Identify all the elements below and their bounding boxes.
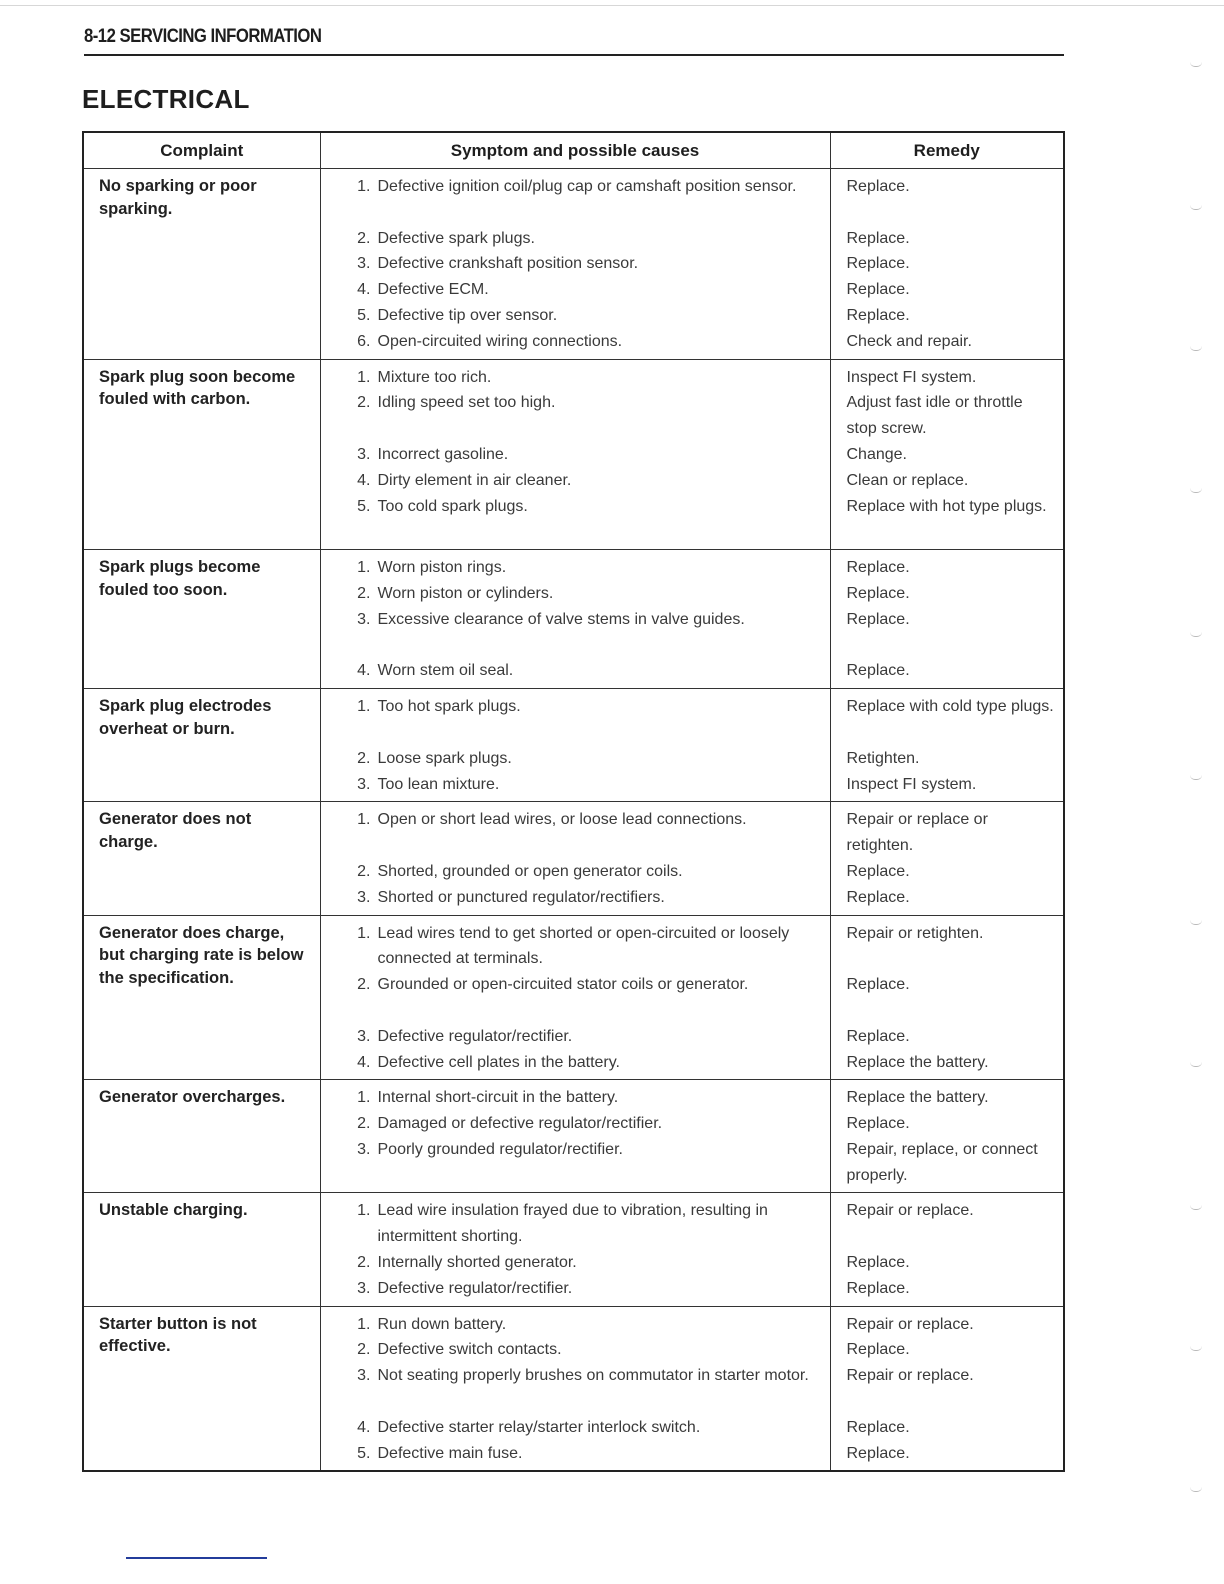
cause-text: Defective regulator/rectifier.: [377, 1279, 573, 1297]
remedy-text: Replace.: [846, 662, 910, 680]
cause-text: Internal short-circuit in the battery.: [377, 1089, 619, 1107]
cause-text: Defective spark plugs.: [377, 229, 535, 247]
cause-item: [321, 442, 822, 468]
cause-item: [321, 174, 822, 226]
cause-number: 4.: [357, 471, 371, 489]
remedy-text: Change.: [846, 445, 907, 463]
cause-item: [321, 468, 822, 494]
table-body: [83, 169, 1064, 1472]
edge-mark: [1190, 346, 1202, 351]
section-title: ELECTRICAL: [82, 84, 250, 114]
cause-item: [321, 1137, 822, 1189]
complaint-cell: Spark plugs become fouled too soon.: [83, 550, 320, 689]
cause-number: 5.: [357, 497, 371, 515]
cause-item: [321, 329, 822, 355]
cause-text: Too hot spark plugs.: [377, 698, 521, 716]
cause-number: 5.: [357, 306, 371, 324]
remedy-cell: [830, 689, 1064, 802]
scan-edge-marks: [1190, 40, 1220, 1540]
column-header-complaint: Complaint: [83, 132, 320, 169]
cause-text: Internally shorted generator.: [377, 1254, 577, 1272]
causes-cell: [320, 1080, 830, 1193]
table-row: [83, 1306, 1064, 1471]
cause-item: [321, 859, 822, 885]
remedy-text: Replace with hot type plugs.: [846, 497, 1047, 515]
cause-item: [321, 1085, 822, 1111]
remedy-text: Replace.: [846, 281, 910, 299]
remedy-text: Replace.: [846, 976, 910, 994]
remedy-text: Replace.: [846, 559, 910, 577]
cause-number: 2.: [357, 1254, 371, 1272]
remedy-cell: [830, 359, 1064, 550]
cause-item: [321, 1312, 822, 1338]
remedy-cell: [830, 1080, 1064, 1193]
footer-link-underline: [126, 1557, 267, 1559]
edge-mark: [1190, 62, 1202, 67]
remedy-text: Repair or retighten.: [846, 924, 984, 942]
edge-mark: [1190, 1205, 1202, 1210]
remedy-text: Replace.: [846, 584, 910, 602]
cause-text: Worn stem oil seal.: [377, 662, 514, 680]
complaint-cell: Generator does charge, but charging rate is below the specification.: [83, 915, 320, 1080]
cause-item: [321, 807, 822, 859]
cause-number: 1.: [357, 1089, 371, 1107]
edge-mark: [1190, 1346, 1202, 1351]
remedy-text: Retighten.: [846, 749, 920, 767]
remedy-text: Inspect FI system.: [846, 775, 977, 793]
cause-number: 2.: [357, 229, 371, 247]
page-header: [84, 26, 1064, 56]
causes-cell: [320, 1306, 830, 1471]
remedy-text: Replace.: [846, 888, 910, 906]
cause-number: 1.: [357, 559, 371, 577]
cause-item: [321, 1111, 822, 1137]
causes-cell: [320, 802, 830, 915]
cause-text: Loose spark plugs.: [377, 749, 512, 767]
cause-item: [321, 694, 822, 746]
cause-number: 1.: [357, 698, 371, 716]
edge-mark: [1190, 632, 1202, 637]
cause-number: 2.: [357, 1341, 371, 1359]
cause-item: [321, 772, 822, 798]
table-row: [83, 915, 1064, 1080]
remedy-cell: [830, 1193, 1064, 1306]
cause-text: Defective main fuse.: [377, 1444, 523, 1462]
remedy-text: Replace.: [846, 1279, 910, 1297]
cause-number: 1.: [357, 924, 371, 942]
table-row: [83, 550, 1064, 689]
cause-number: 3.: [357, 1027, 371, 1045]
cause-item: [321, 494, 822, 546]
causes-cell: [320, 169, 830, 360]
remedy-cell: [830, 169, 1064, 360]
remedy-text: Replace.: [846, 229, 910, 247]
remedy-text: Replace.: [846, 1115, 910, 1133]
cause-text: Mixture too rich.: [377, 368, 492, 386]
complaint-cell: Generator overcharges.: [83, 1080, 320, 1193]
cause-item: [321, 1050, 822, 1076]
cause-item: [321, 251, 822, 277]
remedy-text: Repair, replace, or connect properly.: [846, 1140, 1038, 1184]
remedy-cell: [830, 550, 1064, 689]
cause-item: [321, 658, 822, 684]
cause-text: Open or short lead wires, or loose lead connections.: [377, 811, 747, 829]
cause-text: Open-circuited wiring connections.: [377, 332, 623, 350]
table-row: [83, 1080, 1064, 1193]
edge-mark: [1190, 920, 1202, 925]
remedy-text: Repair or replace.: [846, 1367, 974, 1385]
cause-number: 2.: [357, 976, 371, 994]
cause-item: [321, 1198, 822, 1250]
table-row: [83, 359, 1064, 550]
table-row: [83, 1193, 1064, 1306]
table-row: [83, 169, 1064, 360]
troubleshooting-table: [82, 131, 1065, 1472]
cause-item: [321, 303, 822, 329]
remedy-text: Repair or replace.: [846, 1315, 974, 1333]
causes-cell: [320, 550, 830, 689]
cause-item: [321, 1415, 822, 1441]
cause-number: 1.: [357, 368, 371, 386]
cause-number: 3.: [357, 1279, 371, 1297]
cause-number: 4.: [357, 1053, 371, 1071]
remedy-text: Replace.: [846, 610, 910, 628]
remedy-text: Repair or replace or retighten.: [846, 811, 988, 855]
remedy-text: Replace the battery.: [846, 1053, 989, 1071]
cause-text: Defective ignition coil/plug cap or camshaft position sensor.: [377, 178, 797, 195]
cause-text: Defective cell plates in the battery.: [377, 1053, 620, 1071]
complaint-cell: Generator does not charge.: [83, 802, 320, 915]
cause-text: Too cold spark plugs.: [377, 497, 528, 515]
cause-item: [321, 1337, 822, 1363]
column-header-remedy: Remedy: [830, 132, 1064, 169]
cause-item: [321, 746, 822, 772]
cause-item: [321, 972, 822, 1024]
cause-number: 3.: [357, 255, 371, 273]
cause-item: [321, 885, 822, 911]
causes-cell: [320, 359, 830, 550]
cause-text: Excessive clearance of valve stems in valve guides.: [377, 610, 745, 628]
cause-item: [321, 1441, 822, 1467]
remedy-text: Replace the battery.: [846, 1089, 989, 1107]
remedy-text: Replace.: [846, 1027, 910, 1045]
cause-text: Defective regulator/rectifier.: [377, 1027, 573, 1045]
remedy-text: Check and repair.: [846, 332, 972, 350]
cause-number: 3.: [357, 888, 371, 906]
cause-number: 2.: [357, 394, 371, 412]
table-header-row: [83, 132, 1064, 169]
causes-cell: [320, 689, 830, 802]
cause-text: Defective crankshaft position sensor.: [377, 255, 639, 273]
cause-text: Not seating properly brushes on commutator in starter motor.: [377, 1367, 809, 1385]
page-header-text: 8-12 SERVICING INFORMATION: [84, 26, 322, 47]
cause-item: [321, 555, 822, 581]
remedy-text: Replace.: [846, 862, 910, 880]
cause-number: 4.: [357, 1418, 371, 1436]
cause-number: 3.: [357, 1140, 371, 1158]
edge-mark: [1190, 488, 1202, 493]
cause-text: Damaged or defective regulator/rectifier.: [377, 1115, 663, 1133]
complaint-cell: Spark plug soon become fouled with carbon.: [83, 359, 320, 550]
complaint-cell: No sparking or poor sparking.: [83, 169, 320, 360]
cause-item: [321, 1363, 822, 1415]
cause-text: Idling speed set too high.: [377, 394, 556, 412]
edge-mark: [1190, 1062, 1202, 1067]
cause-text: Run down battery.: [377, 1315, 507, 1333]
cause-item: [321, 277, 822, 303]
complaint-cell: Starter button is not effective.: [83, 1306, 320, 1471]
cause-text: Dirty element in air cleaner.: [377, 471, 572, 489]
edge-mark: [1190, 1487, 1202, 1492]
cause-number: 1.: [357, 811, 371, 829]
remedy-cell: [830, 1306, 1064, 1471]
cause-text: Worn piston or cylinders.: [377, 584, 554, 602]
cause-text: Grounded or open-circuited stator coils or generator.: [377, 976, 749, 994]
cause-number: 2.: [357, 1115, 371, 1133]
cause-item: [321, 365, 822, 391]
causes-cell: [320, 1193, 830, 1306]
cause-item: [321, 226, 822, 252]
cause-item: [321, 581, 822, 607]
remedy-text: Replace with cold type plugs.: [846, 698, 1054, 716]
table-row: [83, 802, 1064, 915]
cause-text: Defective ECM.: [377, 281, 489, 299]
remedy-text: Adjust fast idle or throttle stop screw.: [846, 394, 1023, 438]
remedy-text: Replace.: [846, 306, 910, 324]
remedy-text: Replace.: [846, 1254, 910, 1272]
cause-number: 1.: [357, 1202, 371, 1220]
remedy-text: Replace.: [846, 178, 910, 195]
cause-text: Poorly grounded regulator/rectifier.: [377, 1140, 623, 1158]
cause-number: 2.: [357, 862, 371, 880]
cause-number: 3.: [357, 775, 371, 793]
remedy-text: Clean or replace.: [846, 471, 969, 489]
cause-text: Lead wire insulation frayed due to vibration, resulting in intermittent shorting.: [377, 1202, 768, 1246]
cause-number: 4.: [357, 281, 371, 299]
edge-mark: [1190, 205, 1202, 210]
cause-text: Defective switch contacts.: [377, 1341, 562, 1359]
page-top-rule: [0, 5, 1224, 6]
complaint-cell: Spark plug electrodes overheat or burn.: [83, 689, 320, 802]
remedy-cell: [830, 915, 1064, 1080]
remedy-text: Replace.: [846, 1418, 910, 1436]
table-row: [83, 689, 1064, 802]
cause-number: 2.: [357, 584, 371, 602]
remedy-text: Repair or replace.: [846, 1202, 974, 1220]
cause-item: [321, 1024, 822, 1050]
cause-text: Lead wires tend to get shorted or open-circuited or loosely connected at terminals.: [377, 924, 790, 968]
remedy-text: Replace.: [846, 255, 910, 273]
cause-item: [321, 921, 822, 973]
cause-text: Shorted, grounded or open generator coils.: [377, 862, 683, 880]
remedy-text: Replace.: [846, 1341, 910, 1359]
cause-item: [321, 390, 822, 442]
remedy-cell: [830, 802, 1064, 915]
edge-mark: [1190, 775, 1202, 780]
cause-number: 1.: [357, 178, 371, 195]
cause-item: [321, 1276, 822, 1302]
remedy-text: Replace.: [846, 1444, 910, 1462]
cause-number: 5.: [357, 1444, 371, 1462]
cause-text: Defective tip over sensor.: [377, 306, 558, 324]
complaint-cell: Unstable charging.: [83, 1193, 320, 1306]
cause-number: 2.: [357, 749, 371, 767]
cause-number: 3.: [357, 610, 371, 628]
cause-number: 1.: [357, 1315, 371, 1333]
cause-text: Defective starter relay/starter interlock switch.: [377, 1418, 701, 1436]
cause-number: 4.: [357, 662, 371, 680]
cause-item: [321, 607, 822, 659]
cause-item: [321, 1250, 822, 1276]
cause-number: 6.: [357, 332, 371, 350]
cause-text: Worn piston rings.: [377, 559, 507, 577]
causes-cell: [320, 915, 830, 1080]
cause-number: 3.: [357, 445, 371, 463]
remedy-text: Inspect FI system.: [846, 368, 977, 386]
cause-number: 3.: [357, 1367, 371, 1385]
cause-text: Incorrect gasoline.: [377, 445, 509, 463]
cause-text: Too lean mixture.: [377, 775, 500, 793]
cause-text: Shorted or punctured regulator/rectifiers.: [377, 888, 665, 906]
column-header-causes: Symptom and possible causes: [320, 132, 830, 169]
